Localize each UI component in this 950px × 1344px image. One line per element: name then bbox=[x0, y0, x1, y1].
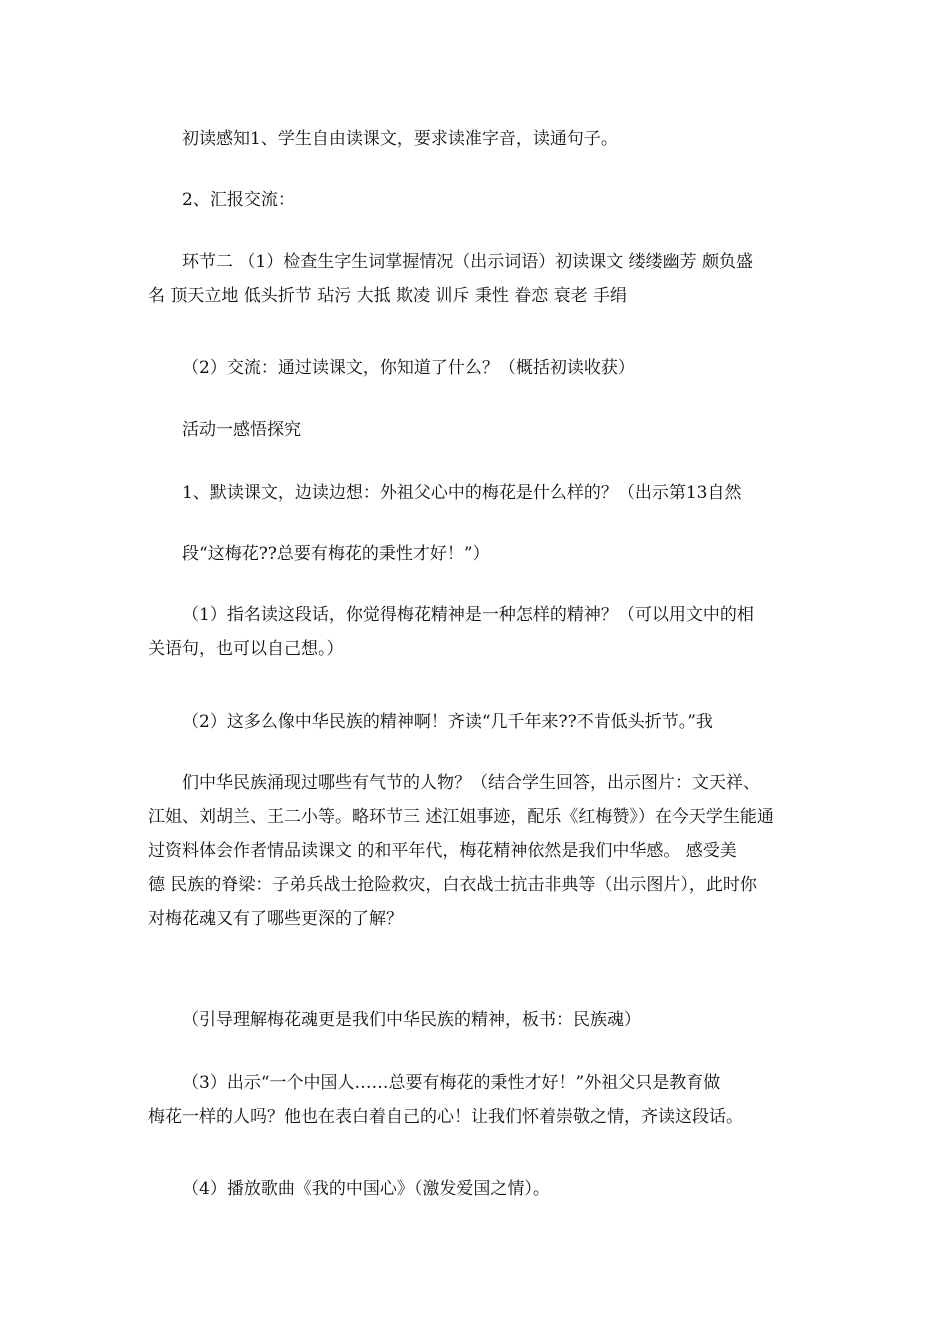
text-line: 环节二 （1）检查生字生词掌握情况（出示词语）初读课文 缕缕幽芳 颇负盛 bbox=[182, 252, 754, 272]
text-line: （3）出示“一个中国人……总要有梅花的秉性才好！”外祖父只是教育做 bbox=[182, 1073, 721, 1093]
text-line: 对梅花魂又有了哪些更深的了解？ bbox=[148, 909, 403, 929]
paragraph-activity-one bbox=[148, 413, 808, 447]
text-line: 段“这梅花??总要有梅花的秉性才好！”） bbox=[182, 544, 490, 564]
paragraph-question-1 bbox=[148, 598, 808, 666]
paragraph-song bbox=[148, 1172, 808, 1206]
text-line: 1、默读课文，边读边想：外祖父心中的梅花是什么样的？（出示第13自然 bbox=[182, 483, 742, 503]
paragraph-guidance bbox=[148, 1003, 808, 1037]
text-line: 初读感知1、学生自由读课文，要求读准字音，读通句子。 bbox=[182, 129, 618, 149]
text-line: （1）指名读这段话，你觉得梅花精神是一种怎样的精神？（可以用文中的相 bbox=[182, 605, 754, 625]
text-line: 德 民族的脊梁：子弟兵战士抢险救灾，白衣战士抗击非典等（出示图片），此时你 bbox=[148, 875, 757, 895]
text-line: （4）播放歌曲《我的中国心》（激发爱国之情）。 bbox=[182, 1179, 550, 1199]
text-line: 关语句，也可以自己想。） bbox=[148, 639, 344, 659]
text-line: 过资料体会作者情品读课文 的和平年代，梅花精神依然是我们中华感。 感受美 bbox=[148, 841, 737, 861]
text-line: 名 顶天立地 低头折节 玷污 大抵 欺凌 训斥 秉性 眷恋 衰老 手绢 bbox=[148, 286, 628, 306]
paragraph-step-two bbox=[148, 245, 808, 313]
text-line: 江姐、刘胡兰、王二小等。略环节三 述江姐事迹，配乐《红梅赞》）在今天学生能通 bbox=[148, 807, 774, 827]
paragraph-heroes bbox=[148, 766, 808, 936]
paragraph-excerpt bbox=[148, 537, 808, 571]
paragraph-initial-reading bbox=[148, 122, 808, 156]
text-line: （2）这多么像中华民族的精神啊！齐读“几千年来??不肯低头折节。”我 bbox=[182, 712, 713, 732]
paragraph-question-3 bbox=[148, 1066, 808, 1134]
text-line: （2）交流：通过读课文，你知道了什么？（概括初读收获） bbox=[182, 358, 635, 378]
paragraph-silent-reading bbox=[148, 476, 808, 510]
text-line: 们中华民族涌现过哪些有气节的人物？（结合学生回答，出示图片：文天祥、 bbox=[182, 773, 760, 793]
text-line: （引导理解梅花魂更是我们中华民族的精神，板书：民族魂） bbox=[182, 1010, 641, 1030]
text-line: 活动一感悟探究 bbox=[182, 420, 301, 440]
paragraph-exchange-2 bbox=[148, 351, 808, 385]
paragraph-report-exchange bbox=[148, 183, 808, 217]
text-line: 梅花一样的人吗？他也在表白着自己的心！让我们怀着崇敬之情，齐读这段话。 bbox=[148, 1107, 743, 1127]
paragraph-question-2 bbox=[148, 705, 808, 739]
text-line: 2、汇报交流： bbox=[182, 190, 295, 210]
